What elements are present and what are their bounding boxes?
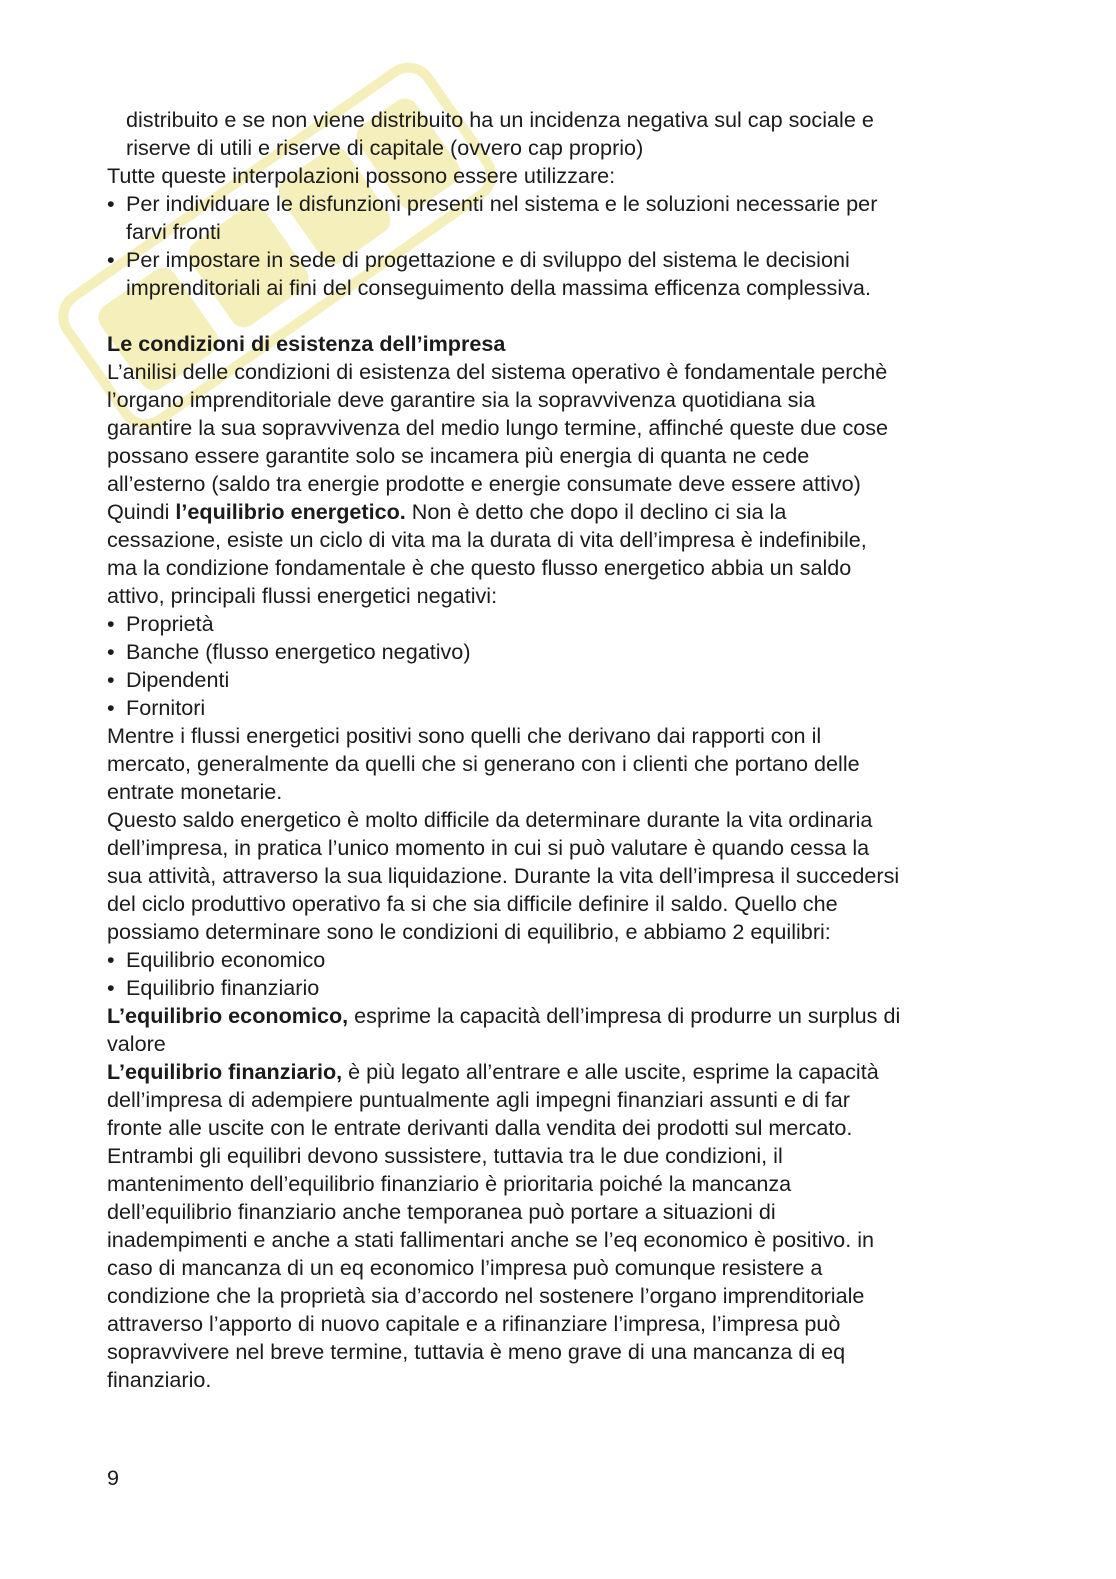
bullet-item: • Dipendenti: [107, 666, 1007, 694]
text-line: cessazione, esiste un ciclo di vita ma la durata di vita dell’impresa è indefinibile,: [107, 527, 867, 552]
bullet-item: • Banche (flusso energetico negativo): [107, 638, 1007, 666]
text-line: all’esterno (saldo tra energie prodotte e energie consumate deve essere attivo): [107, 471, 861, 496]
text-line: del ciclo produttivo operativo fa si che sia difficile definire il saldo. Quello che: [107, 891, 838, 916]
text-line: Quindi l’equilibrio energetico. Non è detto che dopo il declino ci sia la: [107, 499, 787, 524]
text-line: mercato, generalmente da quelli che si generano con i clienti che portano delle: [107, 751, 860, 776]
text-line: Questo saldo energetico è molto difficile da determinare durante la vita ordinaria: [107, 807, 873, 832]
bullet-item: • Equilibrio finanziario: [107, 974, 1007, 1002]
bold-term: l’equilibrio energetico.: [175, 499, 406, 524]
bullet-item: • Per impostare in sede di progettazione e di sviluppo del sistema le decisioni: [107, 246, 1007, 274]
bold-term: L’equilibrio economico,: [107, 1003, 349, 1028]
text-line: Entrambi gli equilibri devono sussistere, tuttavia tra le due condizioni, il: [107, 1143, 783, 1168]
text-line: possano essere garantite solo se incamera più energia di quanta ne cede: [107, 443, 810, 468]
text-line: entrate monetarie.: [107, 779, 283, 804]
text-line: L’equilibrio finanziario, è più legato all’entrare e alle uscite, esprime la capacità: [107, 1059, 879, 1084]
bullet-item: • Proprietà: [107, 610, 1007, 638]
text-line: garantire la sua sopravvivenza del medio lungo termine, affinché queste due cose: [107, 415, 889, 440]
text-line: dell’impresa di adempiere puntualmente agli impegni finanziari assunti e di far: [107, 1087, 850, 1112]
text-line: dell’equilibrio finanziario anche temporanea può portare a situazioni di: [107, 1199, 776, 1224]
text-line: imprenditoriali ai fini del conseguimento della massima efficenza complessiva.: [126, 275, 871, 300]
text-line: condizione che la proprietà sia d’accordo nel sostenere l’organo imprenditoriale: [107, 1283, 865, 1308]
text-line: caso di mancanza di un eq economico l’impresa può comunque resistere a: [107, 1255, 823, 1280]
text-line: attivo, principali flussi energetici negativi:: [107, 583, 498, 608]
text-line: finanziario.: [107, 1367, 212, 1392]
text-line: distribuito e se non viene distribuito ha un incidenza negativa sul cap sociale e: [126, 107, 874, 132]
text-line: l’organo imprenditoriale deve garantire sia la sopravvivenza quotidiana sia: [107, 387, 816, 412]
text-line: attraverso l’apporto di nuovo capitale e a rifinanziare l’impresa, l’impresa può: [107, 1311, 841, 1336]
text-line: inadempimenti e anche a stati fallimentari anche se l’eq economico è positivo. in: [107, 1227, 874, 1252]
text-line: sua attività, attraverso la sua liquidazione. Durante la vita dell’impresa il succedersi: [107, 863, 900, 888]
bullet-item: • Fornitori: [107, 694, 1007, 722]
bullet-item: • Equilibrio economico: [107, 946, 1007, 974]
text-line: ma la condizione fondamentale è che questo flusso energetico abbia un saldo: [107, 555, 852, 580]
section-heading: Le condizioni di esistenza dell’impresa: [107, 331, 506, 356]
text-line: Tutte queste interpolazioni possono essere utilizzare:: [107, 163, 616, 188]
text-line: mantenimento dell’equilibrio finanziario è prioritaria poiché la mancanza: [107, 1171, 792, 1196]
text-line: farvi fronti: [126, 219, 221, 244]
text-line: fronte alle uscite con le entrate derivanti dalla vendita dei prodotti sul mercato.: [107, 1115, 853, 1140]
text-line: valore: [107, 1031, 166, 1056]
text-line: L’equilibrio economico, esprime la capacità dell’impresa di produrre un surplus di: [107, 1003, 901, 1028]
bold-term: L’equilibrio finanziario,: [107, 1059, 343, 1084]
bullet-item: • Per individuare le disfunzioni presenti nel sistema e le soluzioni necessarie per: [107, 190, 1007, 218]
text-line: dell’impresa, in pratica l’unico momento in cui si può valutare è quando cessa la: [107, 835, 870, 860]
text-line: sopravvivere nel breve termine, tuttavia è meno grave di una mancanza di eq: [107, 1339, 846, 1364]
text-line: L’anilisi delle condizioni di esistenza del sistema operativo è fondamentale perchè: [107, 359, 888, 384]
text-line: Mentre i flussi energetici positivi sono quelli che derivano dai rapporti con il: [107, 723, 822, 748]
page-number: 9: [107, 1465, 120, 1490]
text-line: possiamo determinare sono le condizioni di equilibrio, e abbiamo 2 equilibri:: [107, 919, 831, 944]
document-body: [107, 106, 1007, 1394]
text-line: riserve di utili e riserve di capitale (ovvero cap proprio): [126, 135, 644, 160]
